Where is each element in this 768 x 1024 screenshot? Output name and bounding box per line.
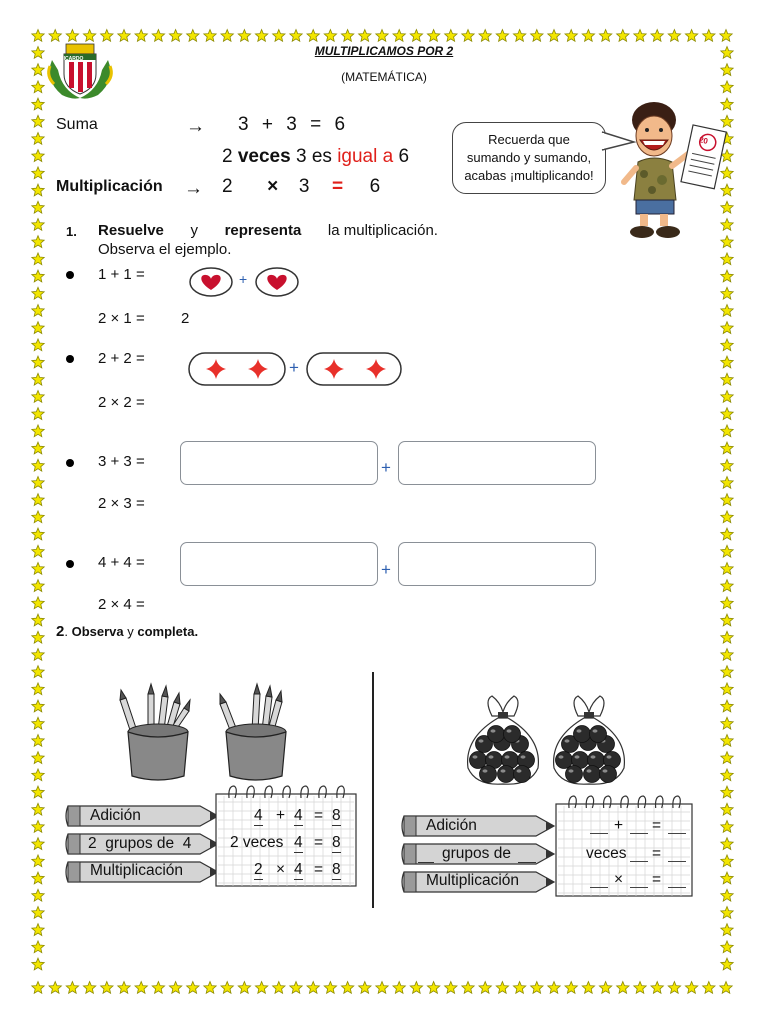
bubble-line-3: acabas ¡multiplicando! — [464, 168, 594, 183]
exercise2-heading — [56, 623, 198, 640]
item4-mult: 2 × 4 = — [98, 596, 145, 613]
bullet-2 — [66, 355, 74, 363]
item1-mult: 2 × 1 = — [98, 310, 145, 327]
suma-expression: 3 + 3 = 6 — [238, 114, 346, 135]
star-icon — [721, 855, 733, 867]
star-icon — [101, 982, 113, 994]
right-r1-blank-r[interactable] — [668, 833, 686, 834]
star-icon — [634, 982, 646, 994]
star-icon — [721, 253, 733, 265]
right-r2-blank-r[interactable] — [668, 861, 686, 862]
star-icon — [32, 958, 44, 970]
star-icon — [32, 167, 44, 179]
star-icon — [290, 30, 302, 42]
plus-sign-3: + — [381, 458, 391, 477]
star-icon — [204, 982, 216, 994]
item2-mult: 2 × 2 = — [98, 394, 145, 411]
star-icon — [721, 287, 733, 299]
star-icon — [238, 30, 250, 42]
star-icon — [721, 769, 733, 781]
star-icon — [32, 305, 44, 317]
apple-icon — [566, 766, 583, 783]
left-r1-b: 4 — [294, 807, 303, 824]
star-icon — [32, 803, 44, 815]
star-icon — [32, 133, 44, 145]
star-icon — [548, 982, 560, 994]
star-icon — [721, 322, 733, 334]
star-icon — [32, 511, 44, 523]
answer-box-4b[interactable] — [398, 542, 596, 586]
veces-bold: veces — [237, 146, 291, 167]
mult-b: 3 — [298, 176, 310, 197]
sparkle-pill-2 — [306, 351, 402, 387]
star-icon — [49, 982, 61, 994]
star-icon — [548, 30, 560, 42]
star-icon — [341, 30, 353, 42]
left-r1-a: 4 — [254, 807, 263, 824]
star-icon — [721, 700, 733, 712]
star-icon — [721, 356, 733, 368]
star-icon — [32, 270, 44, 282]
heart-pill-1 — [188, 266, 234, 298]
veces-pre: 2 — [222, 146, 233, 167]
star-icon — [307, 30, 319, 42]
star-icon — [32, 580, 44, 592]
star-icon — [703, 982, 715, 994]
bubble-line-2: sumando y sumando, — [466, 150, 592, 165]
star-icon — [427, 982, 439, 994]
star-icon — [273, 982, 285, 994]
star-icon — [32, 597, 44, 609]
apple-bag-icon — [462, 694, 544, 786]
plus-sign-1: + — [239, 271, 248, 287]
ex2-bold-completa: completa. — [137, 624, 199, 639]
star-icon — [32, 425, 44, 437]
star-icon — [685, 30, 697, 42]
pencil-cup-icon — [118, 680, 198, 782]
star-icon — [324, 982, 336, 994]
star-icon — [721, 305, 733, 317]
star-icon — [721, 649, 733, 661]
star-icon — [32, 442, 44, 454]
star-icon — [32, 184, 44, 196]
star-icon — [721, 683, 733, 695]
star-icon — [513, 30, 525, 42]
star-icon — [721, 838, 733, 850]
right-r2-eq: = — [652, 845, 662, 862]
veces-red: igual a — [337, 146, 394, 167]
star-icon — [32, 941, 44, 953]
apple-icon — [574, 726, 591, 743]
star-icon — [238, 982, 250, 994]
star-icon — [32, 545, 44, 557]
star-icon — [565, 982, 577, 994]
ex1-bold-resuelve: Resuelve — [98, 222, 164, 239]
answer-box-3a[interactable] — [180, 441, 378, 485]
mult-res: 6 — [369, 176, 381, 197]
star-icon — [496, 30, 508, 42]
star-icon — [324, 30, 336, 42]
ex2-dot: . — [64, 624, 68, 639]
star-icon — [720, 982, 732, 994]
star-icon — [83, 982, 95, 994]
item1-answer: 2 — [181, 310, 190, 327]
star-icon — [32, 735, 44, 747]
right-label-adicion: Adición — [426, 817, 477, 834]
star-icon — [721, 597, 733, 609]
star-icon — [32, 150, 44, 162]
boy-illustration-icon — [618, 96, 728, 242]
star-icon — [599, 30, 611, 42]
veces-sentence — [222, 146, 409, 168]
star-icon — [118, 30, 130, 42]
star-icon — [445, 30, 457, 42]
ex2-bold-observa: Observa — [71, 624, 124, 639]
star-icon — [32, 373, 44, 385]
sparkle-pill-1 — [188, 351, 286, 387]
star-icon — [32, 287, 44, 299]
star-icon — [32, 631, 44, 643]
star-icon — [32, 649, 44, 661]
ex1-line2: Observa el ejemplo. — [98, 241, 232, 258]
star-icon — [531, 30, 543, 42]
right-label-multiplicacion: Multiplicación — [426, 872, 520, 889]
star-icon — [169, 982, 181, 994]
star-icon — [359, 982, 371, 994]
star-icon — [255, 30, 267, 42]
right-r3-blank-r[interactable] — [668, 887, 686, 888]
left-r3-r: 8 — [332, 861, 341, 878]
star-icon — [32, 872, 44, 884]
star-icon — [479, 982, 491, 994]
star-icon — [721, 563, 733, 575]
apple-icon — [504, 726, 521, 743]
apple-icon — [498, 766, 515, 783]
right-r3-eq: = — [652, 871, 662, 888]
star-icon — [32, 700, 44, 712]
left-label-grupos: 2 grupos de 4 — [88, 835, 192, 852]
star-icon — [32, 683, 44, 695]
star-icon — [410, 30, 422, 42]
star-icon — [720, 30, 732, 42]
multiplicacion-label: Multiplicación — [56, 178, 163, 195]
item2-sum: 2 + 2 = — [98, 350, 145, 367]
bullet-3 — [66, 459, 74, 467]
star-icon — [307, 982, 319, 994]
left-r3-b: 4 — [294, 861, 303, 878]
star-icon — [703, 30, 715, 42]
apple-icon — [590, 726, 607, 743]
right-r2-blank-b[interactable] — [630, 861, 648, 862]
star-icon — [721, 958, 733, 970]
ex1-y: y — [190, 222, 198, 239]
right-r3-op: × — [614, 871, 624, 888]
star-icon — [721, 511, 733, 523]
left-r2-a: 2 veces — [230, 834, 284, 851]
item3-mult: 2 × 3 = — [98, 495, 145, 512]
right-r1-blank-a[interactable] — [590, 833, 608, 834]
star-icon — [32, 201, 44, 213]
left-r3-op: × — [276, 861, 286, 878]
star-icon — [599, 982, 611, 994]
star-icon — [32, 339, 44, 351]
star-icon — [721, 717, 733, 729]
star-icon — [273, 30, 285, 42]
left-r3-a: 2 — [254, 861, 263, 878]
right-r3-blank-a[interactable] — [590, 887, 608, 888]
right-r1-eq: = — [652, 817, 662, 834]
left-r1-r: 8 — [332, 807, 341, 824]
star-icon — [721, 924, 733, 936]
star-icon — [32, 752, 44, 764]
star-icon — [721, 270, 733, 282]
star-icon — [721, 339, 733, 351]
star-icon — [721, 889, 733, 901]
star-icon — [169, 30, 181, 42]
left-label-adicion: Adición — [90, 807, 141, 824]
right-blank-1[interactable] — [418, 862, 434, 863]
star-icon — [634, 30, 646, 42]
apple-icon — [584, 766, 601, 783]
star-icon — [152, 982, 164, 994]
mult-expression — [222, 176, 380, 198]
star-icon — [32, 236, 44, 248]
suma-label: Suma — [56, 116, 98, 133]
apple-icon — [470, 752, 487, 769]
star-icon — [721, 666, 733, 678]
star-icon — [721, 907, 733, 919]
item3-sum: 3 + 3 = — [98, 453, 145, 470]
star-icon — [32, 494, 44, 506]
star-icon — [376, 982, 388, 994]
star-icon — [32, 821, 44, 833]
star-icon — [721, 752, 733, 764]
star-icon — [255, 982, 267, 994]
star-icon — [651, 982, 663, 994]
star-icon — [187, 30, 199, 42]
right-r1-op: + — [614, 817, 624, 834]
star-icon — [721, 528, 733, 540]
star-icon — [721, 803, 733, 815]
star-icon — [32, 253, 44, 265]
star-icon — [32, 924, 44, 936]
left-r2-r: 8 — [332, 834, 341, 851]
star-icon — [32, 838, 44, 850]
star-icon — [32, 717, 44, 729]
plus-sign-2: + — [289, 358, 299, 377]
star-icon — [341, 982, 353, 994]
pencil-cup-icon — [216, 680, 296, 782]
star-icon — [32, 982, 44, 994]
star-icon — [32, 115, 44, 127]
star-icon — [668, 982, 680, 994]
star-icon — [221, 30, 233, 42]
star-icon — [513, 982, 525, 994]
veces-post: 6 — [398, 146, 410, 167]
star-icon — [721, 442, 733, 454]
apple-icon — [480, 766, 497, 783]
star-icon — [135, 30, 147, 42]
star-icon — [32, 408, 44, 420]
apple-icon — [600, 766, 617, 783]
right-r2-a: veces — [586, 845, 627, 862]
star-icon — [32, 907, 44, 919]
mult-op: × — [267, 176, 279, 197]
star-icon — [721, 872, 733, 884]
star-icon — [721, 580, 733, 592]
mult-eq: = — [331, 176, 344, 197]
star-icon — [118, 982, 130, 994]
right-r3-blank-b[interactable] — [630, 887, 648, 888]
star-icon — [32, 459, 44, 471]
star-icon — [32, 528, 44, 540]
left-label-multiplicacion: Multiplicación — [90, 862, 184, 879]
plus-sign-4: + — [381, 560, 391, 579]
speech-bubble — [452, 122, 606, 194]
star-icon — [721, 786, 733, 798]
star-icon — [32, 666, 44, 678]
mult-a: 2 — [222, 176, 233, 197]
answer-box-3b[interactable] — [398, 441, 596, 485]
item4-sum: 4 + 4 = — [98, 554, 145, 571]
star-icon — [721, 408, 733, 420]
page-title: MULTIPLICAMOS POR 2 — [314, 44, 454, 58]
right-r1-blank-b[interactable] — [630, 833, 648, 834]
right-blank-2[interactable] — [518, 862, 536, 863]
paper-number: 20 — [698, 135, 709, 146]
star-icon — [721, 614, 733, 626]
star-icon — [721, 821, 733, 833]
star-icon — [32, 477, 44, 489]
star-icon — [582, 30, 594, 42]
star-icon — [32, 769, 44, 781]
heart-pill-2 — [254, 266, 300, 298]
left-r1-eq: = — [314, 807, 324, 824]
star-icon — [32, 889, 44, 901]
star-icon — [32, 391, 44, 403]
star-icon — [582, 982, 594, 994]
star-icon — [617, 982, 629, 994]
star-icon — [32, 219, 44, 231]
star-icon — [721, 425, 733, 437]
exercise1-instruction — [98, 222, 438, 258]
star-icon — [685, 982, 697, 994]
star-icon — [721, 494, 733, 506]
apple-icon — [488, 726, 505, 743]
star-icon — [290, 982, 302, 994]
star-icon — [359, 30, 371, 42]
star-icon — [32, 563, 44, 575]
star-icon — [721, 477, 733, 489]
right-label-grupos: grupos de — [442, 845, 511, 862]
bullet-1 — [66, 271, 74, 279]
star-icon — [651, 30, 663, 42]
left-r2-eq: = — [314, 834, 324, 851]
veces-mid: 3 es — [295, 146, 332, 167]
apple-icon — [514, 766, 531, 783]
star-icon — [204, 30, 216, 42]
star-icon — [617, 30, 629, 42]
star-icon — [32, 322, 44, 334]
left-r2-b: 4 — [294, 834, 303, 851]
star-icon — [445, 982, 457, 994]
star-icon — [721, 941, 733, 953]
star-icon — [32, 786, 44, 798]
apple-bag-icon — [548, 694, 630, 786]
star-icon — [565, 30, 577, 42]
star-icon — [152, 30, 164, 42]
arrow-1: → — [186, 116, 205, 137]
star-icon — [479, 30, 491, 42]
left-r3-eq: = — [314, 861, 324, 878]
exercise1-number: 1. — [66, 224, 77, 239]
star-icon — [462, 982, 474, 994]
star-icon — [393, 982, 405, 994]
bullet-4 — [66, 560, 74, 568]
star-icon — [721, 373, 733, 385]
star-icon — [135, 982, 147, 994]
star-icon — [721, 459, 733, 471]
star-icon — [32, 614, 44, 626]
vertical-divider — [372, 672, 374, 908]
arrow-2: → — [184, 178, 203, 199]
bubble-line-1: Recuerda que — [488, 132, 570, 147]
star-icon — [66, 982, 78, 994]
star-icon — [221, 982, 233, 994]
star-icon — [721, 391, 733, 403]
page-subtitle: (MATEMÁTICA) — [341, 70, 427, 84]
star-icon — [721, 735, 733, 747]
star-icon — [187, 982, 199, 994]
ex2-number: 2 — [56, 623, 65, 640]
left-r1-op: + — [276, 807, 286, 824]
crest-text: RICARDO — [60, 56, 84, 62]
ex1-rest: la multiplicación. — [327, 222, 438, 239]
star-icon — [721, 631, 733, 643]
star-icon — [393, 30, 405, 42]
star-icon — [496, 982, 508, 994]
star-icon — [668, 30, 680, 42]
star-icon — [32, 855, 44, 867]
star-icon — [462, 30, 474, 42]
star-icon — [410, 982, 422, 994]
star-icon — [376, 30, 388, 42]
star-icon — [32, 356, 44, 368]
answer-box-4a[interactable] — [180, 542, 378, 586]
apple-icon — [556, 752, 573, 769]
item1-sum: 1 + 1 = — [98, 266, 145, 283]
right-notepad — [554, 790, 694, 898]
star-icon — [427, 30, 439, 42]
ex2-y: y — [127, 624, 134, 639]
star-icon — [721, 545, 733, 557]
ex1-bold-representa: representa — [224, 222, 302, 239]
star-icon — [531, 982, 543, 994]
